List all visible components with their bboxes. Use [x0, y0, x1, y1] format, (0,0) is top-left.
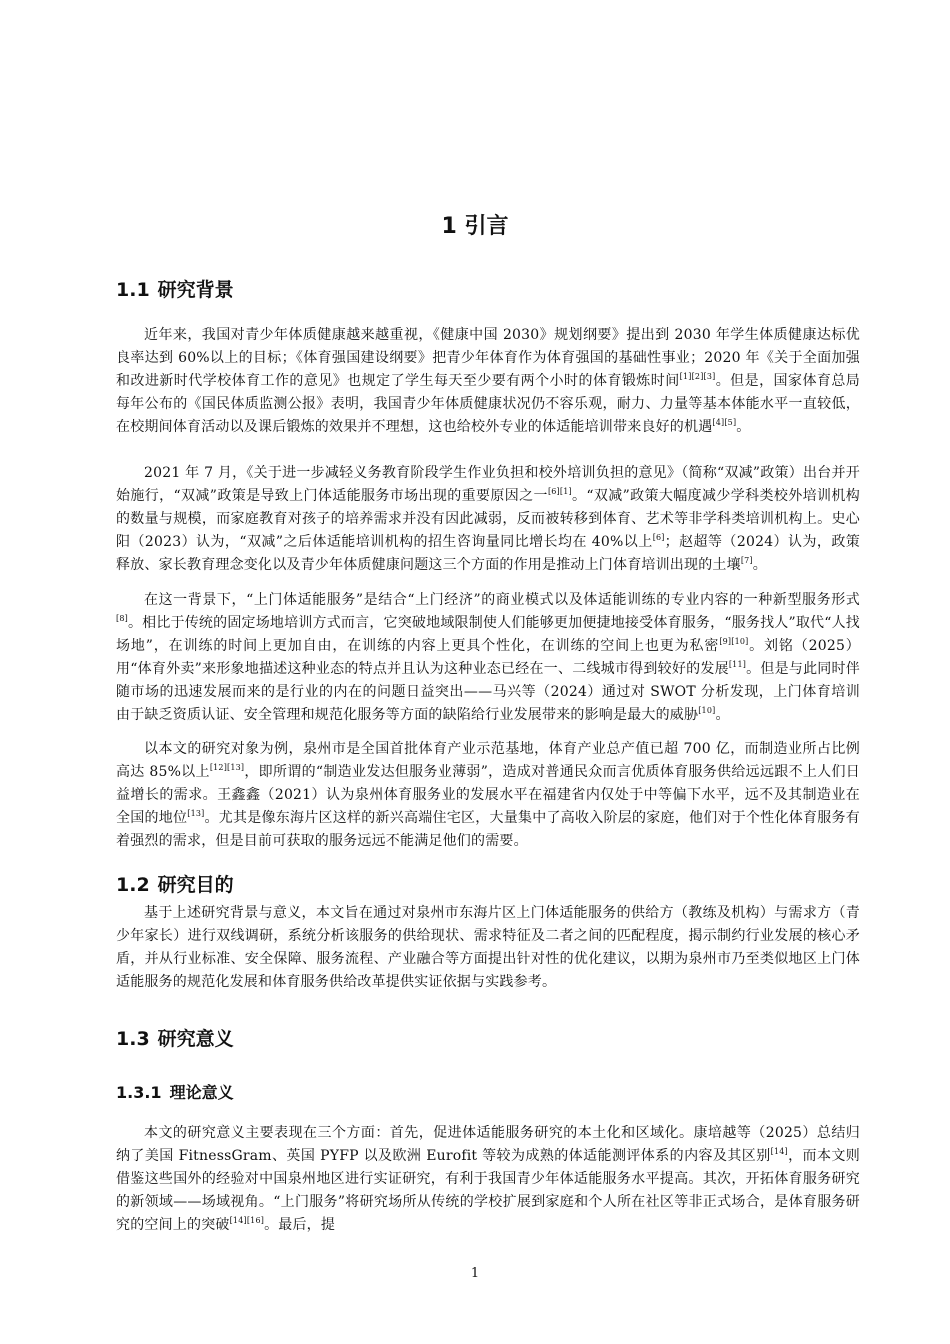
paragraph-text-run: 。最后，提	[264, 1217, 336, 1233]
paragraph-theoretical-significance	[116, 1122, 860, 1237]
section-number: 1.1	[116, 279, 150, 301]
paragraph-text-run: 。尤其是像东海片区这样的新兴高端住宅区，大量集中了高收入阶层的家庭，他们对于个性化体育服务有着强烈的需求，但是目前可获取的服务远远不能满足他们的需要。	[116, 810, 861, 849]
subsection-heading-1-3-1	[116, 1081, 234, 1105]
paragraph-text-run: 。相比于传统的固定场地培训方式而言，它突破地域限制使人们能够更加便捷地接受体育服务，“服务找人”取代“人找场地”，在训练的时间上更加自由，在训练的内容上更具个性化，在训练的空间上也更为私密	[116, 615, 861, 654]
citation-reference: [12][13]	[209, 763, 245, 772]
paragraph-background-2	[116, 462, 860, 577]
paragraph-background-1	[116, 324, 860, 439]
paragraph-text-run: 以本文的研究对象为例，泉州市是全国首批体育产业示范基地，体育产业总产值已超 700 亿，而制造业所占比例高达 85%以上	[116, 741, 860, 780]
subsection-number: 1.3.1	[116, 1083, 162, 1102]
citation-reference: [8]	[116, 614, 128, 623]
citation-reference: [10]	[698, 706, 716, 715]
section-heading-1-3	[116, 1025, 234, 1053]
section-title: 研究背景	[157, 279, 234, 301]
paragraph-text-run: 2021 年 7 月，《关于进一步减轻义务教育阶段学生作业负担和校外培训负担的意见》（简称“双减”政策）出台并开始施行，“双减”政策是导致上门体适能服务市场出现的重要原因之一	[116, 465, 860, 504]
citation-reference: [11]	[728, 660, 747, 669]
citation-reference: [14]	[770, 1147, 788, 1156]
subsection-title: 理论意义	[169, 1083, 234, 1102]
chapter-title: 1 引言	[441, 214, 509, 239]
citation-reference: [6][1]	[547, 487, 572, 496]
paragraph-text-run: 。	[752, 557, 767, 573]
section-title: 研究目的	[157, 874, 234, 896]
paragraph-text-run: 。刘铭（2025）用“体育外卖”来形象地描述这种业态的特点并且认为这种业态已经在一、二线城市得到较好的发展	[116, 638, 860, 677]
paragraph-text-run: 基于上述研究背景与意义，本文旨在通过对泉州市东海片区上门体适能服务的供给方（教练及机构）与需求方（青少年家长）进行双线调研，系统分析该服务的供给现状、需求特征及二者之间的匹配程度，揭示制约行业发展的核心矛盾，并从行业标准、安全保障、服务流程、产业融合等方面提出针对性的优化建议，以期为泉州市乃至类似地区上门体适能服务的规范化发展和体育服务供给改革提供实证依据与实践参考。	[116, 905, 860, 990]
section-number: 1.2	[116, 874, 150, 896]
paragraph-text-run: ，而本文则借鉴这些国外的经验对中国泉州地区进行实证研究，有利于我国青少年体适能服务水平提高。其次，开拓体育服务研究的新领域——场域视角。“上门服务”将研究场所从传统的学校扩展到家庭和个人所在社区等非正式场合，是体育服务研究的空间上的突破	[116, 1148, 861, 1233]
citation-reference: [14][16]	[229, 1216, 265, 1225]
citation-reference: [4][5]	[712, 418, 737, 427]
paragraph-text-run: 。	[736, 419, 751, 435]
citation-reference: [13]	[187, 809, 205, 818]
paragraph-text-run: 。但是与此同时伴随市场的迅速发展而来的是行业的内在的问题日益突出——马兴等（2024）通过对 SWOT 分析发现，上门体育培训由于缺乏资质认证、安全管理和规范化服务等方面的缺陷给行业发展带来的影响是最大的威胁	[116, 661, 860, 723]
paragraph-text-run: ，即所谓的“制造业发达但服务业薄弱”，造成对普通民众而言优质体育服务供给远远跟不上人们日益增长的需求。王鑫鑫（2021）认为泉州体育服务业的发展水平在福建省内仅处于中等偏下水平，远不及其制造业在全国的地位	[116, 764, 860, 826]
paragraph-text-run: ；赵超等（2024）认为，政策释放、家长教育理念变化以及青少年体质健康问题这三个方面的作用是推动上门体育培训出现的土壤	[116, 534, 860, 573]
paragraph-text-run: 。	[715, 707, 730, 723]
section-number: 1.3	[116, 1028, 150, 1050]
paragraph-background-3	[116, 589, 860, 727]
citation-reference: [1][2][3]	[679, 372, 716, 381]
paragraph-text-run: 本文的研究意义主要表现在三个方面：首先，促进体适能服务研究的本土化和区域化。康培越等（2025）总结归纳了美国 FitnessGram、英国 PYFP 以及欧洲 Eurofit 等较为成熟的体适能测评体系的内容及其区别	[116, 1125, 860, 1164]
paragraph-text-run: 近年来，我国对青少年体质健康越来越重视，《健康中国 2030》规划纲要》提出到 2030 年学生体质健康达标优良率达到 60%以上的目标；《体育强国建设纲要》把青少年体育作为体育强国的基础性事业；2020 年《关于全面加强和改进新时代学校体育工作的意见》也规定了学生每天至少要有两个小时的体育锻炼时间	[116, 327, 860, 389]
citation-reference: [7]	[740, 556, 753, 565]
citation-reference: [6]	[652, 533, 665, 542]
section-title: 研究意义	[157, 1028, 234, 1050]
paragraph-text-run: 在这一背景下，“上门体适能服务”是结合“上门经济”的商业模式以及体适能训练的专业内容的一种新型服务形式	[144, 592, 860, 608]
section-heading-1-1	[116, 276, 234, 304]
paragraph-text-run: 。但是，国家体育总局每年公布的《国民体质监测公报》表明，我国青少年体质健康状况仍不容乐观，耐力、力量等基本体能水平一直较低，在校期间体育活动以及课后锻炼的效果并不理想，这也给校外专业的体适能培训带来良好的机遇	[116, 373, 860, 435]
citation-reference: [9][10]	[719, 637, 749, 646]
paragraph-purpose	[116, 902, 860, 994]
section-heading-1-2	[116, 871, 234, 899]
page-number: 1	[470, 1266, 480, 1281]
paragraph-background-4	[116, 738, 860, 853]
paragraph-text-run: 。“双减”政策大幅度减少学科类校外培训机构的数量与规模，而家庭教育对孩子的培养需求并没有因此减弱，反而被转移到体育、艺术等非学科类培训机构上。史心阳（2023）认为，“双减”之后体适能培训机构的招生咨询量同比增长均在 40%以上	[116, 488, 860, 550]
